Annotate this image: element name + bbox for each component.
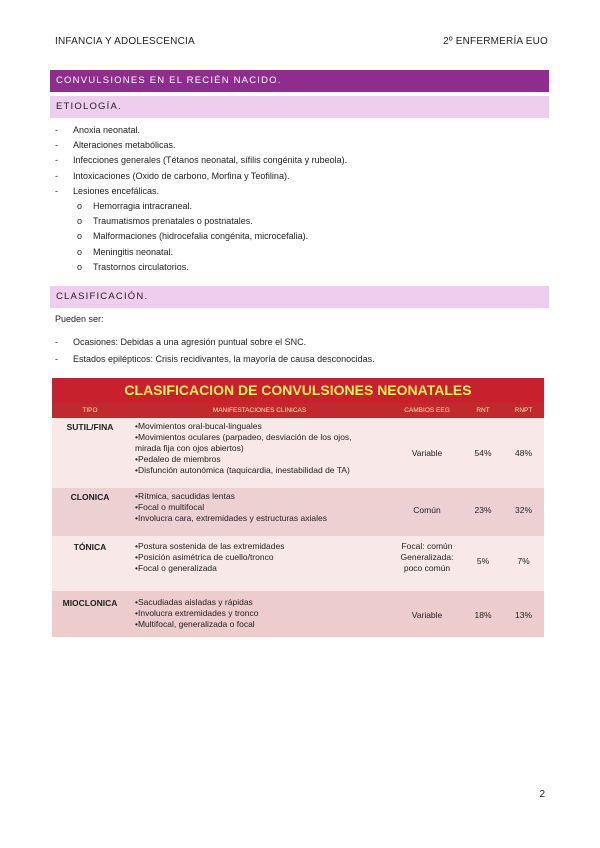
table-title: CLASIFICACION DE CONVULSIONES NEONATALES <box>52 378 544 403</box>
cell-eeg: Focal: común Generalizada: poco común <box>400 541 454 573</box>
clasificacion-heading: CLASIFICACIÓN. <box>50 286 549 308</box>
table-header-row <box>52 403 544 418</box>
cell-rnpt: 48% <box>514 448 532 458</box>
sub-list-item: o Hemorragia intracraneal. <box>77 200 193 211</box>
th-tipo: TIPO <box>82 407 98 414</box>
clasificacion-item: - Ocasiones: Debidas a una agresión puntual sobre el SNC. <box>55 337 307 347</box>
cell-tipo: MIOCLONICA <box>62 598 118 608</box>
cell-manifestaciones: •Sacudiadas aisladas y rápidas •Involucra extremidades y tronco •Multifocal, generalizada o focal <box>135 597 259 629</box>
cell-rnt: 5% <box>476 556 490 566</box>
sub-list-item: o Meningitis neonatal. <box>77 246 174 257</box>
cell-rnt: 23% <box>474 505 492 515</box>
sub-list-item: o Malformaciones (hidrocefalia congénita, microcefalia). <box>77 231 309 242</box>
cell-rnpt: 32% <box>514 505 532 515</box>
th-rnt: RNT <box>476 407 490 414</box>
table-row <box>52 488 544 536</box>
header-left: INFANCIA Y ADOLESCENCIA <box>55 36 195 47</box>
cell-manifestaciones: •Rítmica, sacudidas lentas •Focal o multifocal •Involucra cara, extremidades y estructuras axiales <box>135 491 327 523</box>
sub-list-item: o Traumatismos prenatales o postnatales. <box>77 216 253 227</box>
list-item: - Anoxia neonatal. <box>55 125 141 135</box>
cell-eeg: Variable <box>411 610 443 620</box>
th-rnpt: RNPT <box>514 407 533 414</box>
cell-tipo: TÓNICA <box>73 542 107 552</box>
cell-rnt: 18% <box>474 610 492 620</box>
table-row <box>52 418 544 488</box>
etiologia-list <box>55 123 545 275</box>
page-number: 2 <box>539 789 545 800</box>
list-item: - Alteraciones metabólicas. <box>55 140 176 151</box>
clasificacion-item: - Estados epilépticos: Crisis recidivantes, la mayoría de causa desconocidas. <box>55 354 375 364</box>
cell-rnpt: 7% <box>517 556 530 566</box>
section-title: CONVULSIONES EN EL RECIÉN NACIDO. <box>50 70 549 92</box>
cell-rnpt: 13% <box>514 610 532 620</box>
list-item: - Intoxicaciones (Oxido de carbono, Morfina y Teofilina). <box>55 170 290 181</box>
list-item: - Infecciones generales (Tétanos neonatal, sífilis congénita y rubeola). <box>55 155 348 166</box>
th-eeg: CAMBIOS EEG <box>404 407 450 414</box>
cell-tipo: CLONICA <box>70 492 110 502</box>
etiologia-heading: ETIOLOGÍA. <box>50 96 549 118</box>
table-row <box>52 591 544 637</box>
cell-tipo: SUTIL/FINA <box>66 422 114 432</box>
cell-rnt: 54% <box>474 448 492 458</box>
cell-eeg: Común <box>413 505 441 515</box>
cell-eeg: Variable <box>411 448 443 458</box>
header-right: 2º ENFERMERÍA EUO <box>443 36 548 47</box>
clasificacion-intro: Pueden ser: <box>55 314 104 324</box>
table-row <box>52 536 544 591</box>
cell-manifestaciones: •Postura sostenida de las extremidades •Posición asimétrica de cuello/tronco •Focal o generalizada <box>135 541 285 573</box>
list-item: - Lesiones encefálicas. <box>55 185 160 196</box>
sub-list-item: o Trastornos circulatorios. <box>77 261 189 272</box>
cell-manifestaciones: •Movimientos oral-bucal-linguales •Movimientos oculares (parpadeo, desviación de los ojos, mirada fija con ojos abiertos) •Pedaleo de miembros •Disfunción autonómica (taquicardia, inestabilidad de TA) <box>135 421 352 475</box>
convulsions-table <box>52 378 544 637</box>
th-manifestaciones: MANIFESTACIONES CLINICAS <box>212 407 307 414</box>
